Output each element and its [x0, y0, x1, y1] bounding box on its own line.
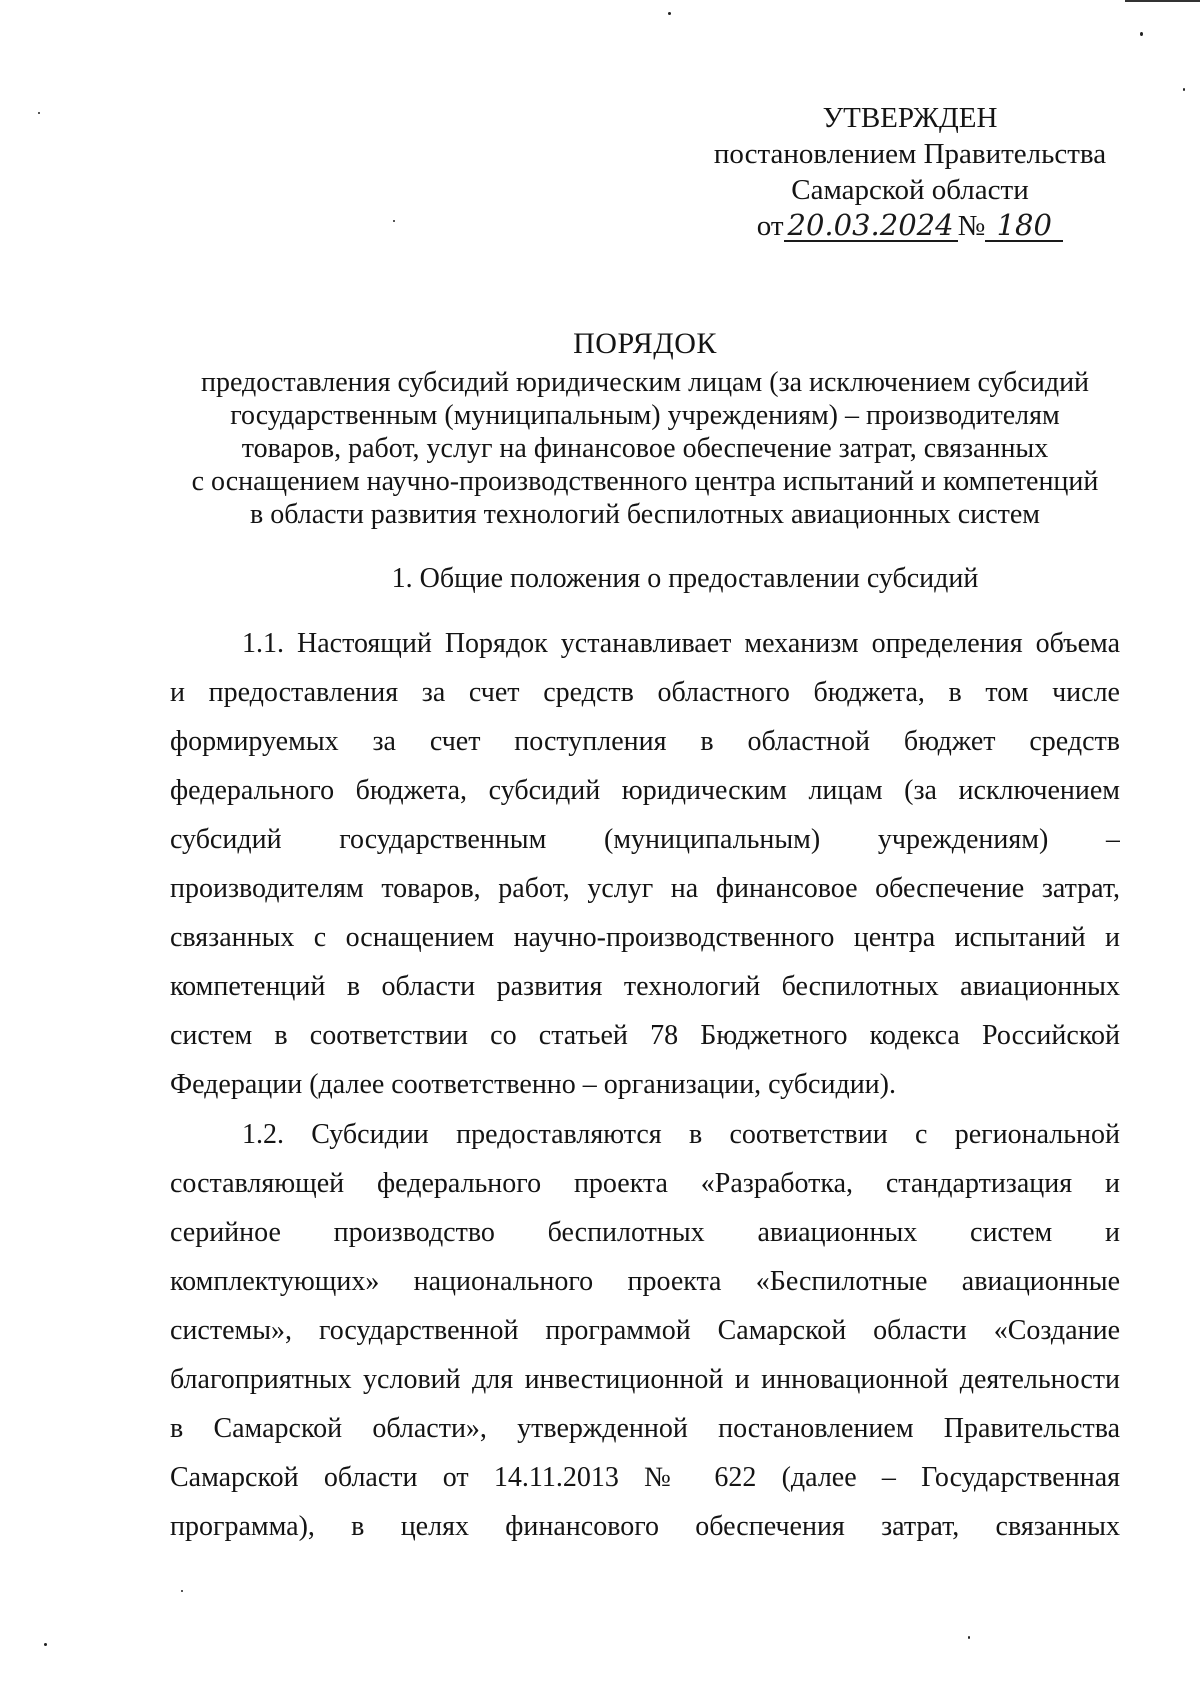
- scan-speck: [38, 112, 40, 114]
- scan-speck: [44, 1643, 47, 1646]
- paragraph-line: серийное производство беспилотных авиационных систем и: [170, 1217, 1120, 1248]
- paragraph-line: Самарской области от 14.11.2013 № 622 (далее – Государственная: [170, 1462, 1120, 1493]
- paragraph-line: благоприятных условий для инвестиционной и инновационной деятельности: [170, 1364, 1120, 1395]
- handwritten-number: 180: [985, 210, 1063, 242]
- approval-date-row: [700, 208, 1120, 244]
- approval-line-2: Самарской области: [791, 174, 1029, 206]
- paragraph-line: формируемых за счет поступления в областной бюджет средств: [170, 726, 1120, 757]
- paragraph-line: комплектующих» национального проекта «Беспилотные авиационные: [170, 1266, 1120, 1297]
- subtitle-line: предоставления субсидий юридическим лицам (за исключением субсидий: [200, 367, 1090, 398]
- paragraph-line: Федерации (далее соответственно – организации, субсидии).: [170, 1069, 896, 1100]
- date-prefix: от: [756, 210, 784, 242]
- scan-speck: [393, 220, 395, 222]
- paragraph-line: 1.2. Субсидии предоставляются в соответствии с региональной: [242, 1119, 1120, 1150]
- paragraph-line: федерального бюджета, субсидий юридическим лицам (за исключением: [170, 775, 1120, 806]
- number-label: №: [957, 210, 986, 242]
- scan-edge-line: [1125, 0, 1200, 2]
- approval-heading: УТВЕРЖДЕН: [822, 102, 998, 134]
- paragraph-line: в Самарской области», утвержденной постановлением Правительства: [170, 1413, 1120, 1444]
- approval-line-1: постановлением Правительства: [713, 138, 1107, 170]
- section-heading: 1. Общие положения о предоставлении субсидий: [391, 563, 979, 594]
- scan-speck: [181, 1590, 183, 1592]
- paragraph-line: субсидий государственным (муниципальным) учреждениям) –: [170, 824, 1120, 855]
- scan-speck: [1140, 32, 1143, 36]
- subtitle-line: государственным (муниципальным) учреждениям) – производителям: [230, 400, 1060, 431]
- handwritten-date: 20.03.2024: [784, 210, 958, 242]
- scan-speck: [1183, 88, 1185, 91]
- scan-speck: [968, 1636, 970, 1639]
- paragraph-line: составляющей федерального проекта «Разработка, стандартизация и: [170, 1168, 1120, 1199]
- paragraph-line: компетенций в области развития технологий беспилотных авиационных: [170, 971, 1120, 1002]
- paragraph-line: системы», государственной программой Самарской области «Создание: [170, 1315, 1120, 1346]
- approval-stamp-block: [700, 100, 1120, 244]
- subtitle-line: в области развития технологий беспилотных авиационных систем: [249, 499, 1040, 530]
- subtitle-line: с оснащением научно-производственного центра испытаний и компетенций: [191, 466, 1099, 497]
- paragraph-line: программа), в целях финансового обеспечения затрат, связанных: [170, 1511, 1120, 1542]
- paragraph-line: систем в соответствии со статьей 78 Бюджетного кодекса Российской: [170, 1020, 1120, 1051]
- scan-speck: [668, 12, 671, 15]
- subtitle-line: товаров, работ, услуг на финансовое обеспечение затрат, связанных: [241, 433, 1049, 464]
- paragraph-1-1: [170, 619, 1120, 1109]
- paragraph-line: и предоставления за счет средств областного бюджета, в том числе: [170, 677, 1120, 708]
- paragraph-line: производителям товаров, работ, услуг на финансовое обеспечение затрат,: [170, 873, 1120, 904]
- paragraph-1-2: [170, 1110, 1120, 1551]
- document-title: ПОРЯДОК: [573, 327, 717, 360]
- paragraph-line: 1.1. Настоящий Порядок устанавливает механизм определения объема: [242, 628, 1120, 659]
- paragraph-line: связанных с оснащением научно-производственного центра испытаний и: [170, 922, 1120, 953]
- document-subtitle: [170, 366, 1120, 531]
